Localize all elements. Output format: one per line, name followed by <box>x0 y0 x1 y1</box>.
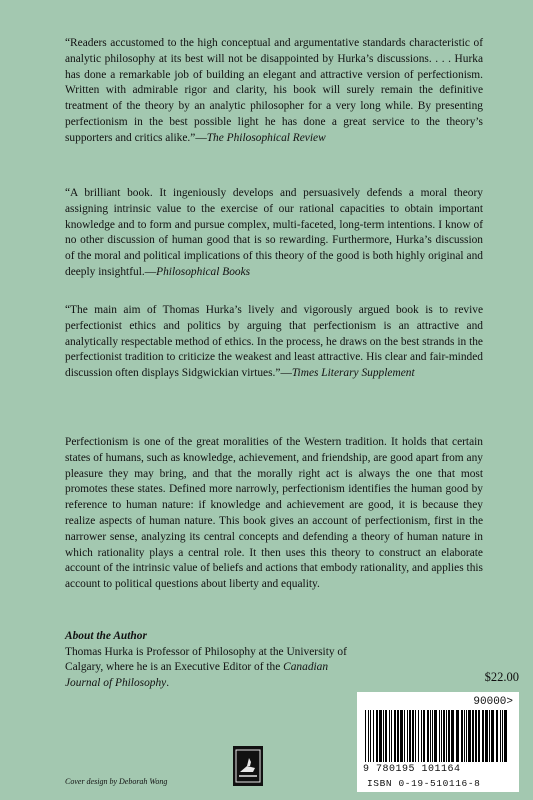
quote-source: Philosophical Books <box>156 265 251 278</box>
barcode-bar <box>482 710 484 762</box>
barcode-bar <box>430 710 431 762</box>
barcode-bar <box>478 710 480 762</box>
barcode-bar <box>365 710 366 762</box>
barcode-bar <box>423 710 425 762</box>
barcode-bar <box>373 710 374 762</box>
publisher-logo <box>233 746 263 786</box>
barcode-bar <box>368 710 369 762</box>
quote-text: “Readers accustomed to the high conceptual and argumentative standards characteristic of analytic philosophy at its best will not be disappointed by Hurka’s discussions. . . . Hurka has done a remarkable job of building an elegant and attractive version of perfectionism. Written with admirable rigor and clarity, his book will surely remain the definitive treatment of the theory by an analytic philosopher for a very long while. By presenting perfectionism in the best possible light he has done a great service to the theory’s supporters and critics alike.”— <box>65 37 483 144</box>
barcode-bar <box>389 710 390 762</box>
barcode-bar <box>451 710 454 762</box>
lamp-icon <box>233 746 263 786</box>
barcode-bar <box>504 710 507 762</box>
review-quote-2 <box>65 186 483 281</box>
barcode-bar <box>502 710 503 762</box>
barcode-bar <box>439 710 440 762</box>
barcode-bar <box>491 710 494 762</box>
barcode-bar <box>421 710 422 762</box>
barcode-bar <box>379 710 382 762</box>
barcode-bar <box>461 710 463 762</box>
book-description: Perfectionism is one of the great moralities of the Western tradition. It holds that certain states of humans, such as knowledge, achievement, and friendship, are good apart from any pleasure they may bring, and that the morally right act is always the one that most promotes these states. Defined more narrowly, perfectionism identifies the human good by reference to human nature: if knowledge and achievement are good, it is because they realize aspects of human nature. This book gives an account of perfectionism, first in the narrower sense, analyzing its central concepts and defending a theory of human nature in which rationality plays a central role. It then uses this theory to construct an elaborate account of the intrinsic value of beliefs and actions that embody rationality, and applies this account to political questions about liberty and equality. <box>65 436 483 591</box>
barcode-bar <box>468 710 471 762</box>
about-author-end: . <box>166 676 170 689</box>
quote-text: “A brilliant book. It ingeniously develops and persuasively defends a moral theory assigning intrinsic value to the exercise of our rational capacities to obtain important knowledge and to form and pursue complex, multi-faceted, long-term intentions. I know of no other discussion of human good that is so rewarding. Furthermore, Hurka’s discussion of the moral and political implications of this theory of the good is both highly original and deeply insightful.— <box>65 187 483 278</box>
barcode-bar <box>456 710 459 762</box>
barcode-price-code: 90000> <box>473 696 513 708</box>
barcode-bar <box>448 710 450 762</box>
barcode-bar <box>475 710 477 762</box>
barcode-bar <box>397 710 399 762</box>
barcode-bar <box>434 710 437 762</box>
barcode-bar <box>412 710 414 762</box>
barcode-bar <box>464 710 465 762</box>
barcode-bar <box>496 710 498 762</box>
barcode-number: 9 780195 101164 <box>363 764 461 775</box>
barcode-bar <box>394 710 396 762</box>
barcode-bar <box>407 710 408 762</box>
barcode-bar <box>489 710 490 762</box>
cover-credit: Cover design by Deborah Wong <box>65 777 168 786</box>
barcode-bar <box>432 710 433 762</box>
barcode-bar <box>485 710 488 762</box>
barcode-bar <box>376 710 378 762</box>
journal-title: Canadian Journal of Philosophy <box>65 661 329 689</box>
about-author <box>65 629 365 691</box>
barcode-bar <box>409 710 411 762</box>
barcode-bar <box>370 710 371 762</box>
barcode-bar <box>400 710 403 762</box>
about-author-text: Thomas Hurka is Professor of Philosophy at the University of Calgary, where he is an Executive Editor of the <box>65 645 347 674</box>
barcode-bar <box>385 710 387 762</box>
barcode-bar <box>391 710 392 762</box>
barcode-bar <box>443 710 445 762</box>
barcode-bar <box>500 710 501 762</box>
barcode-bar <box>427 710 429 762</box>
barcode-bar <box>472 710 474 762</box>
barcode-bar <box>418 710 419 762</box>
barcode-bar <box>415 710 416 762</box>
barcode <box>357 692 519 792</box>
quote-source: The Philosophical Review <box>206 131 326 144</box>
barcode-bar <box>441 710 442 762</box>
price: $22.00 <box>484 670 519 684</box>
review-quote-3 <box>65 303 483 382</box>
barcode-bar <box>446 710 447 762</box>
barcode-bar <box>383 710 384 762</box>
about-author-heading: About the Author <box>65 630 147 642</box>
quote-source: Times Literary Supplement <box>291 367 415 380</box>
barcode-bar <box>404 710 405 762</box>
review-quote-1 <box>65 36 483 147</box>
quote-text: “The main aim of Thomas Hurka’s lively and vigorously argued book is to revive perfectionist ethics and politics by arguing that perfectionism is an attractive and analytically respectable method of ethics. In the process, he draws on the best strands in the perfectionist tradition to criticize the weakest and least attractive. His clear and fair-minded discussion often displays Sidgwickian virtues.”— <box>65 304 483 380</box>
isbn: ISBN 0-19-510116-8 <box>367 778 481 789</box>
barcode-bar <box>466 710 467 762</box>
